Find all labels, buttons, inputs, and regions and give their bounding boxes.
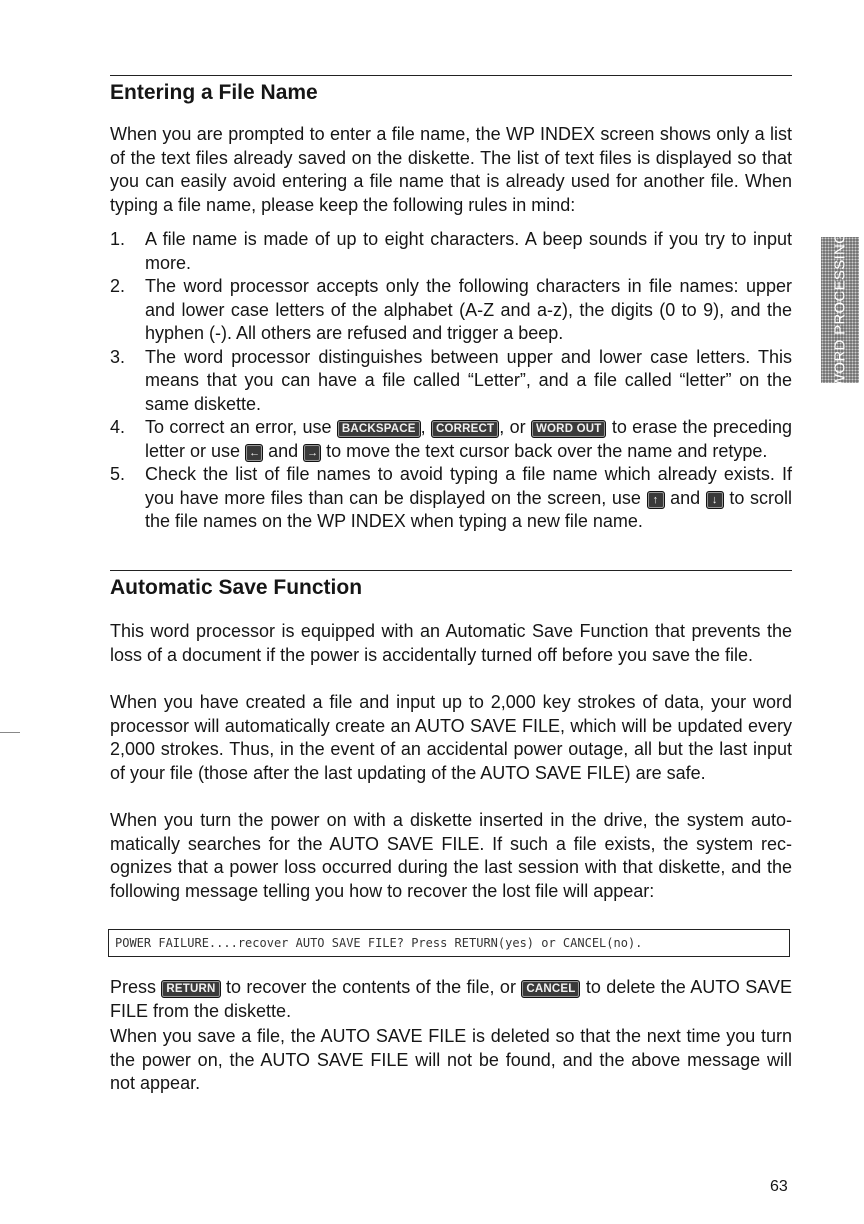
cancel-key-icon: CANCEL <box>521 980 580 998</box>
correct-key-icon: CORRECT <box>431 420 499 438</box>
page-number: 63 <box>770 1178 788 1195</box>
backspace-key-icon: BACKSPACE <box>337 420 421 438</box>
list-item: 3. The word processor distinguishes between upper and lower case letters. This means that you can have a file called “Letter”, and a file called “letter” on the same diskette. <box>110 346 792 414</box>
auto-save-creation: When you have created a file and input up to 2,000 key strokes of data, your word processor will automatically create an AUTO SAVE FILE, which will be updated every 2,000 strokes. Thus, in the event of an accidental power outage, all but the last input of your file (those after the last updating of the AUTO SAVE FILE) are safe. <box>110 692 792 783</box>
top-rule <box>110 75 792 76</box>
middle-rule <box>110 570 792 571</box>
word-out-key-icon: WORD OUT <box>531 420 606 438</box>
list-item: 2. The word processor accepts only the following characters in file names: upper and lower case letters of the alphabet (A-Z and a-z), the digits (0 to 9), and the hyphen (-). All others are refused and trigger a beep. <box>110 276 792 343</box>
section-heading-auto-save: Automatic Save Function <box>110 576 363 599</box>
list-item: 4. To correct an error, use BACKSPACE , CORRECT , or WORD OUT to erase the preceding letter or use ← and → to move the text cursor back over the name and retype. <box>110 417 792 461</box>
left-arrow-key-icon: ← <box>245 444 263 462</box>
intro-paragraph: When you are prompted to enter a file name, the WP INDEX screen shows only a list of the text files already saved on the diskette. The list of text files is displayed so that you can easily avoid entering a file name that is already used for another file. When typing a file name, please keep the following rules in mind: <box>110 124 792 215</box>
power-failure-message-box: POWER FAILURE....recover AUTO SAVE FILE? Press RETURN(yes) or CANCEL(no). <box>108 929 790 957</box>
list-item: 5. Check the list of file names to avoid typing a file name which already exists. If you have more files than can be displayed on the screen, use ↑ and ↓ to scroll the file names on the WP INDEX when typing a new file name. <box>110 464 792 531</box>
recover-instructions: Press RETURN to recover the contents of the file, or CANCEL to delete the AUTO SAVE FILE from the diskette. <box>110 977 792 1021</box>
side-tab-label: WORD PROCESSING <box>831 231 849 389</box>
up-arrow-key-icon: ↑ <box>647 491 665 509</box>
section-heading-file-name: Entering a File Name <box>110 81 318 104</box>
file-name-rules-list <box>110 228 792 534</box>
auto-save-recovery: When you turn the power on with a diskette inserted in the drive, the system automatically searches for the AUTO SAVE FILE. If such a file exists, the system recognizes that a power loss occurred during the last session with that diskette, and the following message telling you how to recover the lost file will appear: <box>110 810 792 901</box>
auto-save-intro: This word processor is equipped with an Automatic Save Function that prevents the loss of a document if the power is accidentally turned off before you save the file. <box>110 621 792 665</box>
side-tab <box>821 231 859 389</box>
list-item: 1. A file name is made of up to eight characters. A beep sounds if you try to input more. <box>110 229 792 273</box>
auto-save-deletion: When you save a file, the AUTO SAVE FILE is deleted so that the next time you turn the power on, the AUTO SAVE FILE will not be found, and the above message will not appear. <box>110 1026 792 1093</box>
right-arrow-key-icon: → <box>303 444 321 462</box>
down-arrow-key-icon: ↓ <box>706 491 724 509</box>
return-key-icon: RETURN <box>161 980 220 998</box>
margin-mark <box>0 732 20 733</box>
